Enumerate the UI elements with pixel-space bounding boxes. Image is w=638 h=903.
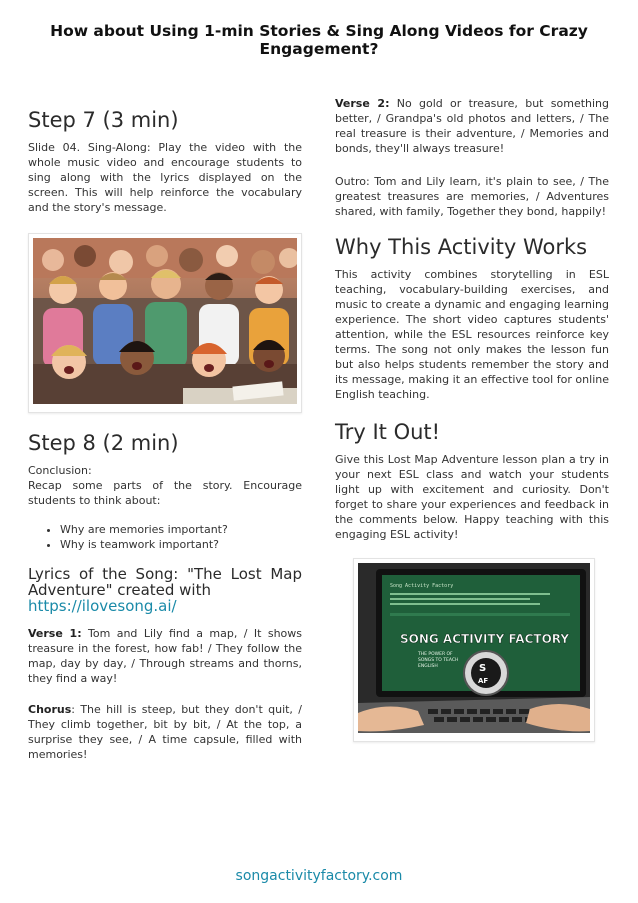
banner-text: SONG ACTIVITY FACTORY <box>400 632 570 646</box>
verse1-label: Verse 1: <box>28 627 82 640</box>
try-text: Give this Lost Map Adventure lesson plan a try in your next ESL class and watch your students light up with excitement and curiosity. Don't forget to share your experiences and feedback in the comments below. Happy teaching with this engaging ESL activity! <box>335 453 609 541</box>
step7-heading: Step 7 (3 min) <box>28 108 179 132</box>
verse2-lyrics: No gold or treasure, but something better, / Grandpa's old photos and letters, / The real treasure is their adventure, / Memories and bonds, they'll always treasure! <box>335 97 610 155</box>
verse1-text <box>28 626 302 686</box>
chorus-lyrics: : The hill is steep, but they don't quit, / They climb together, bit by bit, / At the top, a surprise they see, / A time capsule, filled with memories! <box>28 703 302 761</box>
list-item: • Why are memories important? <box>60 522 302 537</box>
step8-conclusion-label: Conclusion: <box>28 464 92 477</box>
tagline-2: SONGS TO TEACH <box>418 658 459 663</box>
why-text: This activity combines storytelling in ESL teaching, vocabulary-building exercises, and music to create a dynamic and engaging learning experience. The short video captures students' attention, while the ESL resources reinforce key terms. The song not only makes the lesson fun but also helps students remember the story and its message, making it an effective tool for online English teaching. <box>335 268 609 401</box>
ilovesong-link[interactable]: https://ilovesong.ai/ <box>28 597 177 615</box>
laptop-illustration <box>358 563 590 733</box>
footer-site-link[interactable]: songactivityfactory.com <box>235 868 403 884</box>
lyrics-heading-text: Lyrics of the Song: "The Lost Map Adventure" created with <box>28 565 302 599</box>
svg-text:AF: AF <box>478 677 489 685</box>
step7-text: Slide 04. Sing-Along: Play the video with the whole music video and encourage students to sing along with the lyrics displayed on the screen. This will help reinforce the vocabulary and the story's message. <box>28 141 302 214</box>
step8-heading: Step 8 (2 min) <box>28 431 179 455</box>
verse2-text <box>335 96 609 156</box>
outro-text: Outro: Tom and Lily learn, it's plain to see, / The greatest treasures are memories, / Adventures shared, with family, Together they bond, happily! <box>335 175 609 218</box>
page-header-title: How about Using 1-min Stories & Sing Along Videos for Crazy Engagement? <box>50 22 588 58</box>
right-column <box>335 96 609 742</box>
why-heading: Why This Activity Works <box>335 235 588 259</box>
step8-text: Recap some parts of the story. Encourage students to think about: <box>28 479 302 507</box>
try-heading: Try It Out! <box>335 420 441 444</box>
chorus-label: Chorus <box>28 703 72 716</box>
left-column <box>28 108 302 762</box>
list-item: • Why is teamwork important? <box>60 537 302 552</box>
laptop-photo <box>353 558 595 742</box>
reflection-question-list <box>28 522 302 552</box>
tagline-3: ENGLISH <box>418 664 438 669</box>
chorus-text <box>28 702 302 762</box>
screen-title: Song Activity Factory <box>390 583 454 589</box>
lyrics-heading <box>28 566 302 614</box>
saf-logo-icon <box>464 651 508 695</box>
verse1-lyrics: Tom and Lily find a map, / It shows treasure in the forest, how fab! / They follow the map, day by day, / Through streams and thorns, they find a way! <box>28 627 302 685</box>
tagline-1: THE POWER OF <box>418 652 453 657</box>
svg-text:S: S <box>479 663 487 674</box>
verse2-label: Verse 2: <box>335 97 390 110</box>
students-singing-photo <box>28 233 302 413</box>
students-illustration <box>33 238 297 404</box>
